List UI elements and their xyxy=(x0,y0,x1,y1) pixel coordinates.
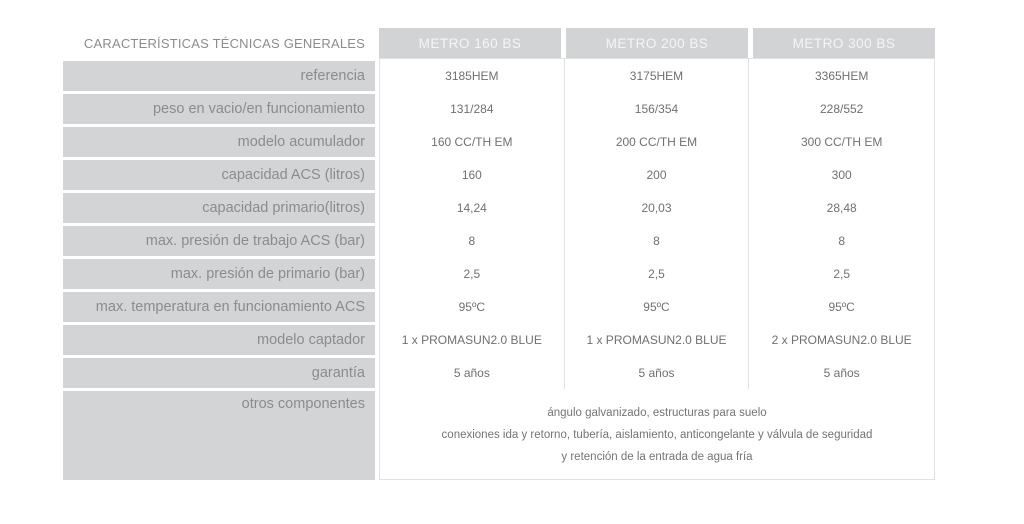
row-label-capacidad-primario: capacidad primario(litros) xyxy=(63,193,375,223)
value-cell: 14,24 xyxy=(380,191,565,224)
value-cell: 3365HEM xyxy=(814,68,869,83)
value-cell: 28,48 xyxy=(826,200,857,215)
value-cell: 156/354 xyxy=(565,92,750,125)
value-cell: 300 xyxy=(831,167,852,182)
label-column xyxy=(63,28,375,480)
row-label-capacidad-acs: capacidad ACS (litros) xyxy=(63,160,375,190)
spec-table xyxy=(63,28,935,481)
column-header-metro-160-bs: METRO 160 BS xyxy=(379,28,561,58)
table-title: CARACTERÍSTICAS TÉCNICAS GENERALES xyxy=(63,28,375,58)
row-label-modelo-acumulador: modelo acumulador xyxy=(63,127,375,157)
value-cell: 8 xyxy=(838,233,845,248)
value-cell: 160 CC/TH EM xyxy=(380,125,565,158)
value-cell: 95ºC xyxy=(380,290,565,323)
values-grid xyxy=(380,59,934,389)
other-components-line: conexiones ida y retorno, tubería, aislamiento, anticongelante y válvula de seguridad xyxy=(441,429,873,441)
other-components-cell xyxy=(380,389,934,479)
data-area xyxy=(379,28,935,480)
value-cell: 1 x PROMASUN2.0 BLUE xyxy=(565,323,750,356)
value-cell: 2 x PROMASUN2.0 BLUE xyxy=(771,332,912,347)
row-label-peso: peso en vacio/en funcionamiento xyxy=(63,94,375,124)
value-cell: 1 x PROMASUN2.0 BLUE xyxy=(380,323,565,356)
value-cell: 2,5 xyxy=(833,266,850,281)
column-header-metro-200-bs: METRO 200 BS xyxy=(566,28,748,58)
column-header-row xyxy=(379,28,935,58)
value-cell: 5 años xyxy=(823,365,860,380)
data-body xyxy=(379,58,935,480)
value-cell: 20,03 xyxy=(565,191,750,224)
value-cell: 228/552 xyxy=(819,101,864,116)
value-cell: 200 xyxy=(565,158,750,191)
row-label-presion-primario: max. presión de primario (bar) xyxy=(63,259,375,289)
value-cell: 5 años xyxy=(380,356,565,389)
value-cell: 8 xyxy=(565,224,750,257)
value-cell: 3185HEM xyxy=(380,59,565,92)
value-cell: 5 años xyxy=(565,356,750,389)
row-label-modelo-captador: modelo captador xyxy=(63,325,375,355)
row-label-otros-componentes: otros componentes xyxy=(63,391,375,480)
column-header-metro-300-bs: METRO 300 BS xyxy=(753,28,935,58)
row-label-referencia: referencia xyxy=(63,61,375,91)
value-cell: 300 CC/TH EM xyxy=(800,134,883,149)
value-cell: 160 xyxy=(380,158,565,191)
other-components-line: y retención de la entrada de agua fría xyxy=(561,451,753,463)
other-components-line: ángulo galvanizado, estructuras para suelo xyxy=(547,407,767,419)
value-cell: 2,5 xyxy=(380,257,565,290)
value-cell: 95ºC xyxy=(565,290,750,323)
value-cell: 2,5 xyxy=(565,257,750,290)
row-label-temperatura-acs: max. temperatura en funcionamiento ACS xyxy=(63,292,375,322)
value-cell: 8 xyxy=(380,224,565,257)
value-cell: 200 CC/TH EM xyxy=(565,125,750,158)
value-cell: 95ºC xyxy=(828,299,855,314)
row-label-presion-trabajo-acs: max. presión de trabajo ACS (bar) xyxy=(63,226,375,256)
value-cell: 131/284 xyxy=(380,92,565,125)
value-cell: 3175HEM xyxy=(565,59,750,92)
row-label-garantia: garantía xyxy=(63,358,375,388)
